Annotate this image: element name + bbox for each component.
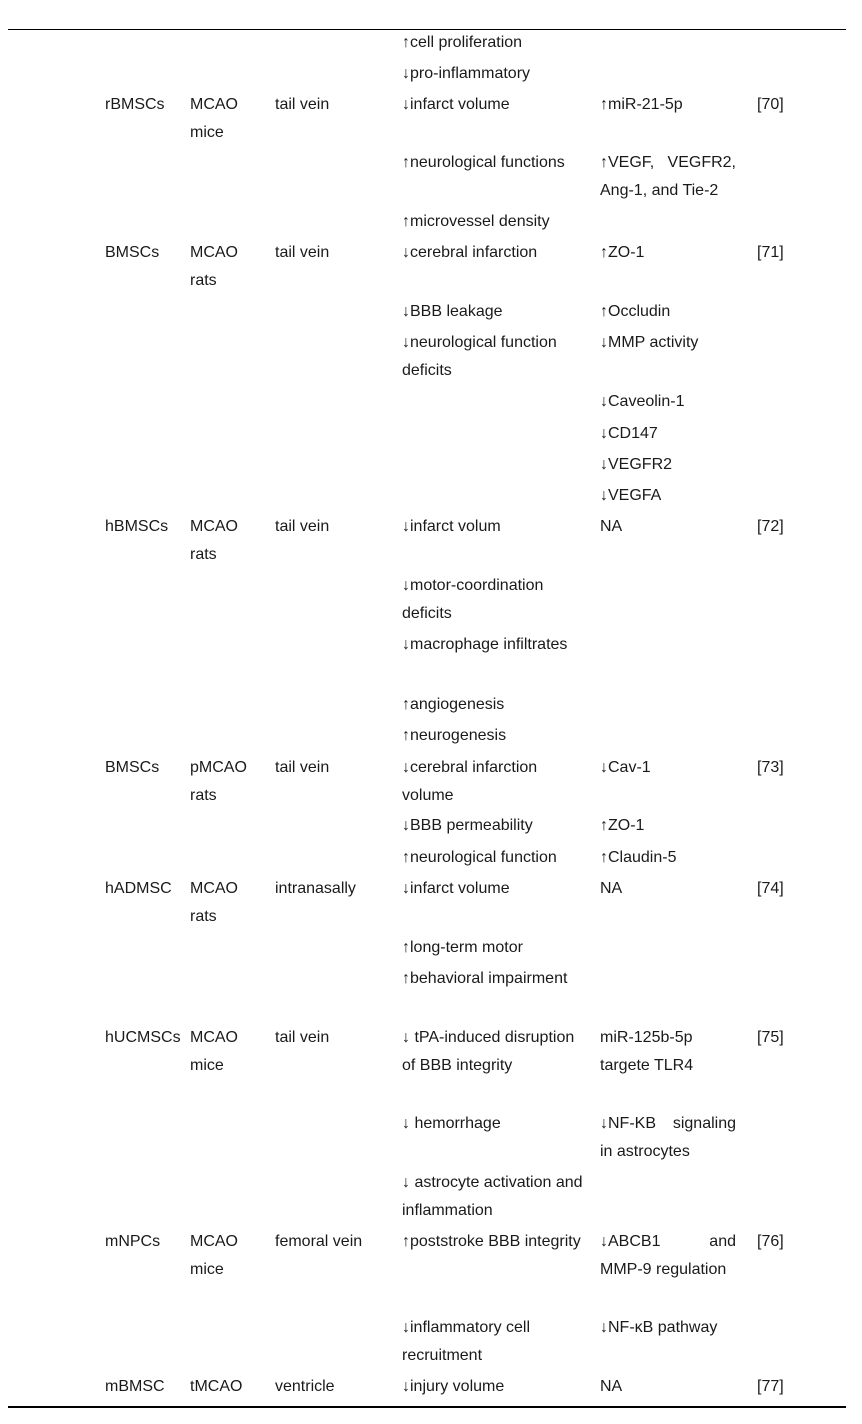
model-cell: MCAO rats — [190, 244, 238, 289]
mechanism-cell: NA — [600, 518, 623, 535]
effect-cell: ↑poststroke BBB integrity — [402, 1233, 581, 1250]
effect-cell: ↓neurological function deficits — [402, 334, 557, 379]
route-cell: tail vein — [275, 518, 330, 535]
reference-cell: [74] — [757, 880, 784, 897]
reference-cell: [75] — [757, 1029, 784, 1046]
effect-cell: ↑cell proliferation — [402, 34, 523, 51]
effect-cell: ↓ tPA-induced disruption of BBB integrity — [402, 1029, 575, 1074]
model-cell: MCAO mice — [190, 1233, 238, 1278]
mechanism-cell: ↑VEGF, VEGFR2, Ang-1, and Tie-2 — [600, 154, 736, 199]
mechanism-cell: NA — [600, 1378, 623, 1395]
mechanism-cell: ↑ZO-1 — [600, 817, 645, 834]
route-cell: tail vein — [275, 244, 330, 261]
effect-cell: ↑angiogenesis — [402, 696, 505, 713]
cell-type-cell: mNPCs — [105, 1233, 161, 1250]
mechanism-cell: ↑ZO-1 — [600, 244, 645, 261]
model-cell: pMCAO rats — [190, 759, 247, 804]
mechanism-cell: ↑Occludin — [600, 303, 671, 320]
effect-cell: ↑long-term motor — [402, 939, 523, 956]
cell-type-cell: hADMSC — [105, 880, 172, 897]
effect-cell: ↑neurogenesis — [402, 727, 507, 744]
mechanism-cell: ↓Caveolin-1 — [600, 393, 685, 410]
effect-cell: ↑neurological function — [402, 849, 557, 866]
reference-cell: [76] — [757, 1233, 784, 1250]
effect-cell: ↑behavioral impairment — [402, 970, 568, 987]
route-cell: tail vein — [275, 96, 330, 113]
route-cell: femoral vein — [275, 1233, 363, 1250]
route-cell: ventricle — [275, 1378, 335, 1395]
effect-cell: ↓cerebral infarction volume — [402, 759, 538, 804]
reference-cell: [77] — [757, 1378, 784, 1395]
route-cell: intranasally — [275, 880, 356, 897]
mechanism-cell: NA — [600, 880, 623, 897]
model-cell: MCAO mice — [190, 96, 238, 141]
effect-cell: ↓ hemorrhage — [402, 1115, 501, 1132]
mechanism-cell: ↑Claudin-5 — [600, 849, 677, 866]
effect-cell: ↓infarct volume — [402, 880, 510, 897]
effect-cell: ↓injury volume — [402, 1378, 505, 1395]
model-cell: MCAO rats — [190, 518, 238, 563]
cell-type-cell: BMSCs — [105, 759, 160, 776]
effect-cell: ↓BBB permeability — [402, 817, 533, 834]
effect-cell: ↑neurological functions — [402, 154, 565, 171]
cell-type-cell: BMSCs — [105, 244, 160, 261]
effect-cell: ↓pro-inflammatory — [402, 65, 531, 82]
mechanism-cell: ↓NF-κB pathway — [600, 1319, 718, 1336]
reference-cell: [73] — [757, 759, 784, 776]
effect-cell: ↓ astrocyte activation and inflammation — [402, 1174, 583, 1219]
effect-cell: ↓infarct volume — [402, 96, 510, 113]
model-cell: MCAO rats — [190, 880, 238, 925]
effect-cell: ↓inflammatory cell recruitment — [402, 1319, 531, 1364]
mechanism-cell: ↓MMP activity — [600, 334, 699, 351]
effect-cell: ↓BBB leakage — [402, 303, 503, 320]
model-cell: tMCAO — [190, 1378, 243, 1395]
effect-cell: ↑microvessel density — [402, 213, 550, 230]
model-cell: MCAO mice — [190, 1029, 238, 1074]
reference-cell: [71] — [757, 244, 784, 261]
reference-cell: [72] — [757, 518, 784, 535]
mechanism-cell: miR-125b-5p targete TLR4 — [600, 1029, 694, 1074]
mechanism-cell: ↓NF-KB signaling in astrocytes — [600, 1115, 736, 1160]
mechanism-cell: ↓ABCB1 and MMP-9 regulation — [600, 1233, 736, 1278]
mechanism-cell: ↓CD147 — [600, 425, 658, 442]
effect-cell: ↓infarct volum — [402, 518, 501, 535]
reference-cell: [70] — [757, 96, 784, 113]
route-cell: tail vein — [275, 759, 330, 776]
cell-type-cell: mBMSC — [105, 1378, 165, 1395]
route-cell: tail vein — [275, 1029, 330, 1046]
mechanism-cell: ↓VEGFA — [600, 487, 662, 504]
cell-type-cell: rBMSCs — [105, 96, 165, 113]
mechanism-cell: ↑miR-21-5p — [600, 96, 683, 113]
effect-cell: ↓cerebral infarction — [402, 244, 538, 261]
table-bottom-rule — [8, 1406, 846, 1408]
cell-type-cell: hUCMSCs — [105, 1029, 181, 1046]
cell-type-cell: hBMSCs — [105, 518, 169, 535]
mechanism-cell: ↓VEGFR2 — [600, 456, 673, 473]
effect-cell: ↓macrophage infiltrates — [402, 636, 568, 653]
effect-cell: ↓motor-coordination deficits — [402, 577, 544, 622]
mechanism-cell: ↓Cav-1 — [600, 759, 651, 776]
